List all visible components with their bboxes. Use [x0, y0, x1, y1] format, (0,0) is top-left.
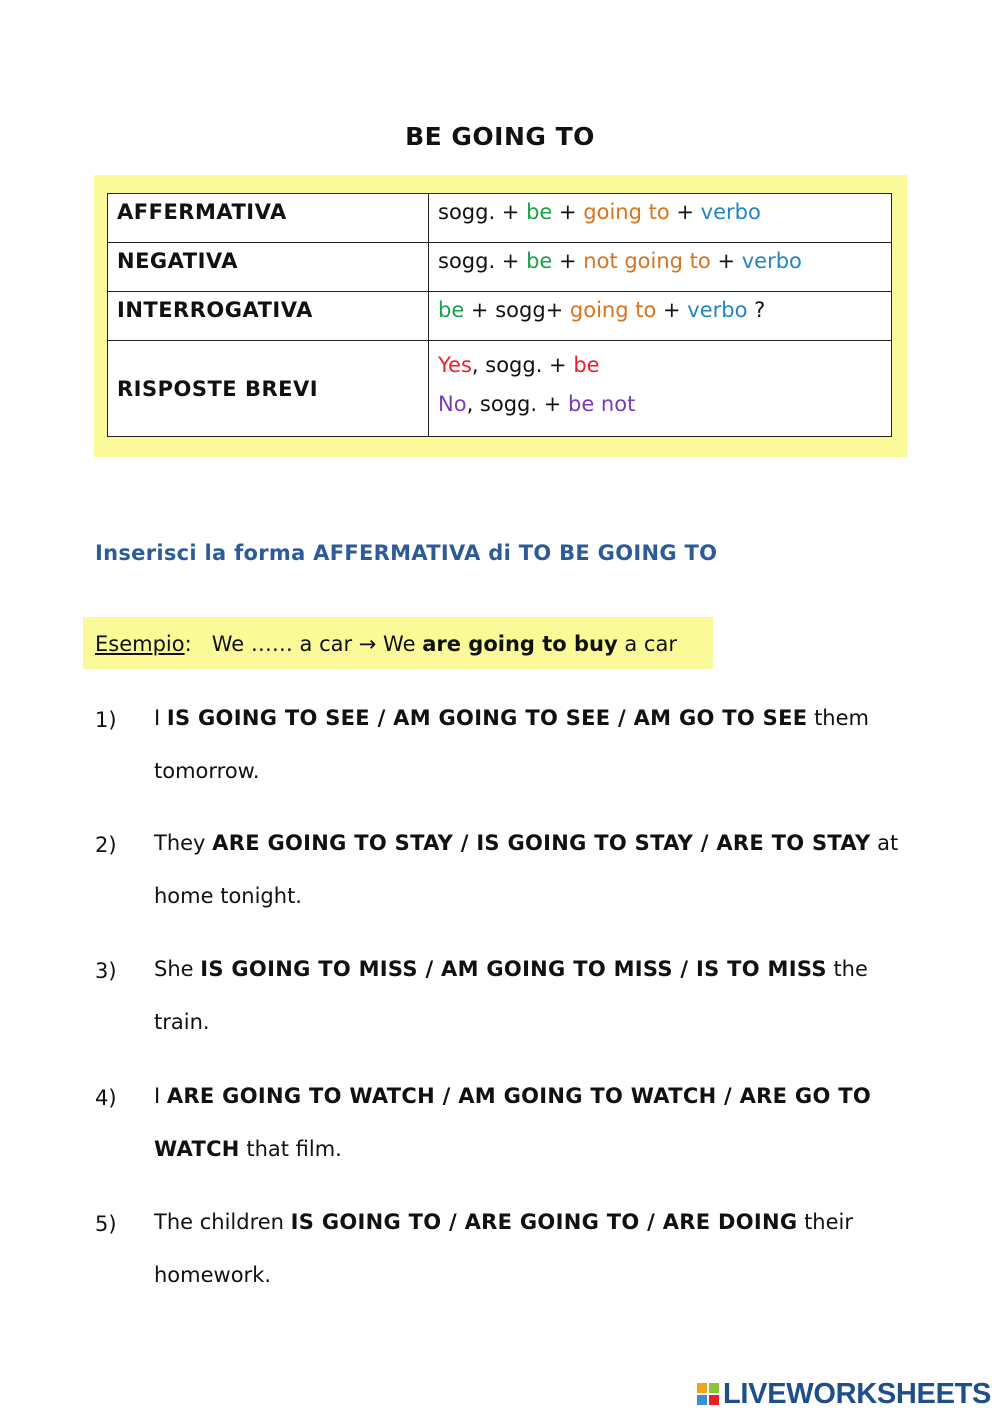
- formula-part: +: [656, 298, 688, 322]
- exercise-options[interactable]: ARE GOING TO STAY / IS GOING TO STAY / ARE TO STAY: [212, 831, 871, 855]
- exercise-before: I: [154, 706, 167, 730]
- formula-part: +: [710, 249, 742, 273]
- exercise-number: 1): [95, 708, 117, 732]
- exercise-before: I: [154, 1084, 167, 1108]
- example-box: [83, 617, 713, 669]
- formula-part: be: [526, 200, 553, 224]
- exercise-instruction: Inserisci la forma AFFERMATIVA di TO BE GOING TO: [95, 541, 718, 565]
- example-suffix: a car: [617, 632, 677, 656]
- example-separator: :: [184, 632, 192, 656]
- formula-part: sogg. +: [438, 249, 527, 273]
- formula-part: be: [526, 249, 553, 273]
- formula-part: be not: [567, 392, 636, 416]
- formula-part: sogg. +: [438, 200, 527, 224]
- formula-part: not going to: [583, 249, 711, 273]
- exercise-after: at home tonight.: [154, 831, 899, 908]
- exercise-after: that film.: [239, 1137, 342, 1161]
- formula-line: [438, 385, 882, 424]
- exercise-before: They: [154, 831, 213, 855]
- liveworksheets-logo[interactable]: [697, 1378, 991, 1410]
- exercise-after: them tomorrow.: [154, 706, 869, 783]
- formula-part: +: [669, 200, 701, 224]
- exercise-options[interactable]: ARE GOING TO WATCH / AM GOING TO WATCH / ARE GO TO WATCH: [154, 1084, 871, 1161]
- formula-part: +: [552, 249, 584, 273]
- exercise-after: their homework.: [154, 1210, 853, 1287]
- exercise-number: 3): [95, 959, 117, 983]
- row-formula: [429, 194, 892, 243]
- formula-part: be: [573, 353, 600, 377]
- grammar-table: [107, 193, 892, 437]
- row-label: INTERROGATIVA: [108, 292, 429, 341]
- formula-part: verbo: [741, 249, 802, 273]
- exercise-text: [154, 817, 914, 923]
- logo-text: LIVEWORKSHEETS: [723, 1377, 992, 1410]
- formula-part: be: [438, 298, 465, 322]
- formula-part: verbo: [700, 200, 761, 224]
- exercise-text: [154, 1196, 914, 1302]
- exercise-text: [154, 1070, 914, 1176]
- row-label: NEGATIVA: [108, 243, 429, 292]
- formula-part: going to: [583, 200, 670, 224]
- row-formula: [429, 243, 892, 292]
- grammar-row-interrogativa: [108, 292, 892, 341]
- exercise-number: 2): [95, 833, 117, 857]
- formula-part: , sogg. +: [471, 353, 574, 377]
- example-answer: are going to buy: [422, 632, 618, 656]
- formula-part: verbo: [687, 298, 748, 322]
- formula-part: + sogg+: [464, 298, 570, 322]
- example-prefix: We …… a car → We: [211, 632, 423, 656]
- exercise-text: [154, 943, 914, 1049]
- row-label: RISPOSTE BREVI: [108, 341, 429, 437]
- grammar-row-affermativa: [108, 194, 892, 243]
- row-formula: [429, 341, 892, 437]
- liveworksheets-logo-icon: [697, 1381, 721, 1407]
- row-label: AFFERMATIVA: [108, 194, 429, 243]
- formula-part: , sogg. +: [466, 392, 568, 416]
- exercise-options[interactable]: IS GOING TO / ARE GOING TO / ARE DOING: [290, 1210, 798, 1234]
- formula-part: going to: [569, 298, 657, 322]
- exercise-before: The children: [154, 1210, 291, 1234]
- grammar-row-risposte-brevi: [108, 341, 892, 437]
- exercise-options[interactable]: IS GOING TO MISS / AM GOING TO MISS / IS TO MISS: [200, 957, 827, 981]
- formula-part: Yes: [438, 353, 472, 377]
- row-formula: [429, 292, 892, 341]
- exercise-before: She: [154, 957, 201, 981]
- example-label: Esempio: [95, 632, 185, 656]
- formula-part: No: [438, 392, 467, 416]
- formula-line: [438, 346, 882, 385]
- exercise-number: 5): [95, 1212, 117, 1236]
- formula-part: +: [552, 200, 584, 224]
- exercise-options[interactable]: IS GOING TO SEE / AM GOING TO SEE / AM GO TO SEE: [166, 706, 808, 730]
- exercise-after: the train.: [154, 957, 868, 1034]
- page-title: BE GOING TO: [405, 122, 595, 151]
- exercise-text: [154, 692, 914, 798]
- grammar-row-negativa: [108, 243, 892, 292]
- formula-part: ?: [747, 298, 766, 322]
- exercise-number: 4): [95, 1086, 117, 1110]
